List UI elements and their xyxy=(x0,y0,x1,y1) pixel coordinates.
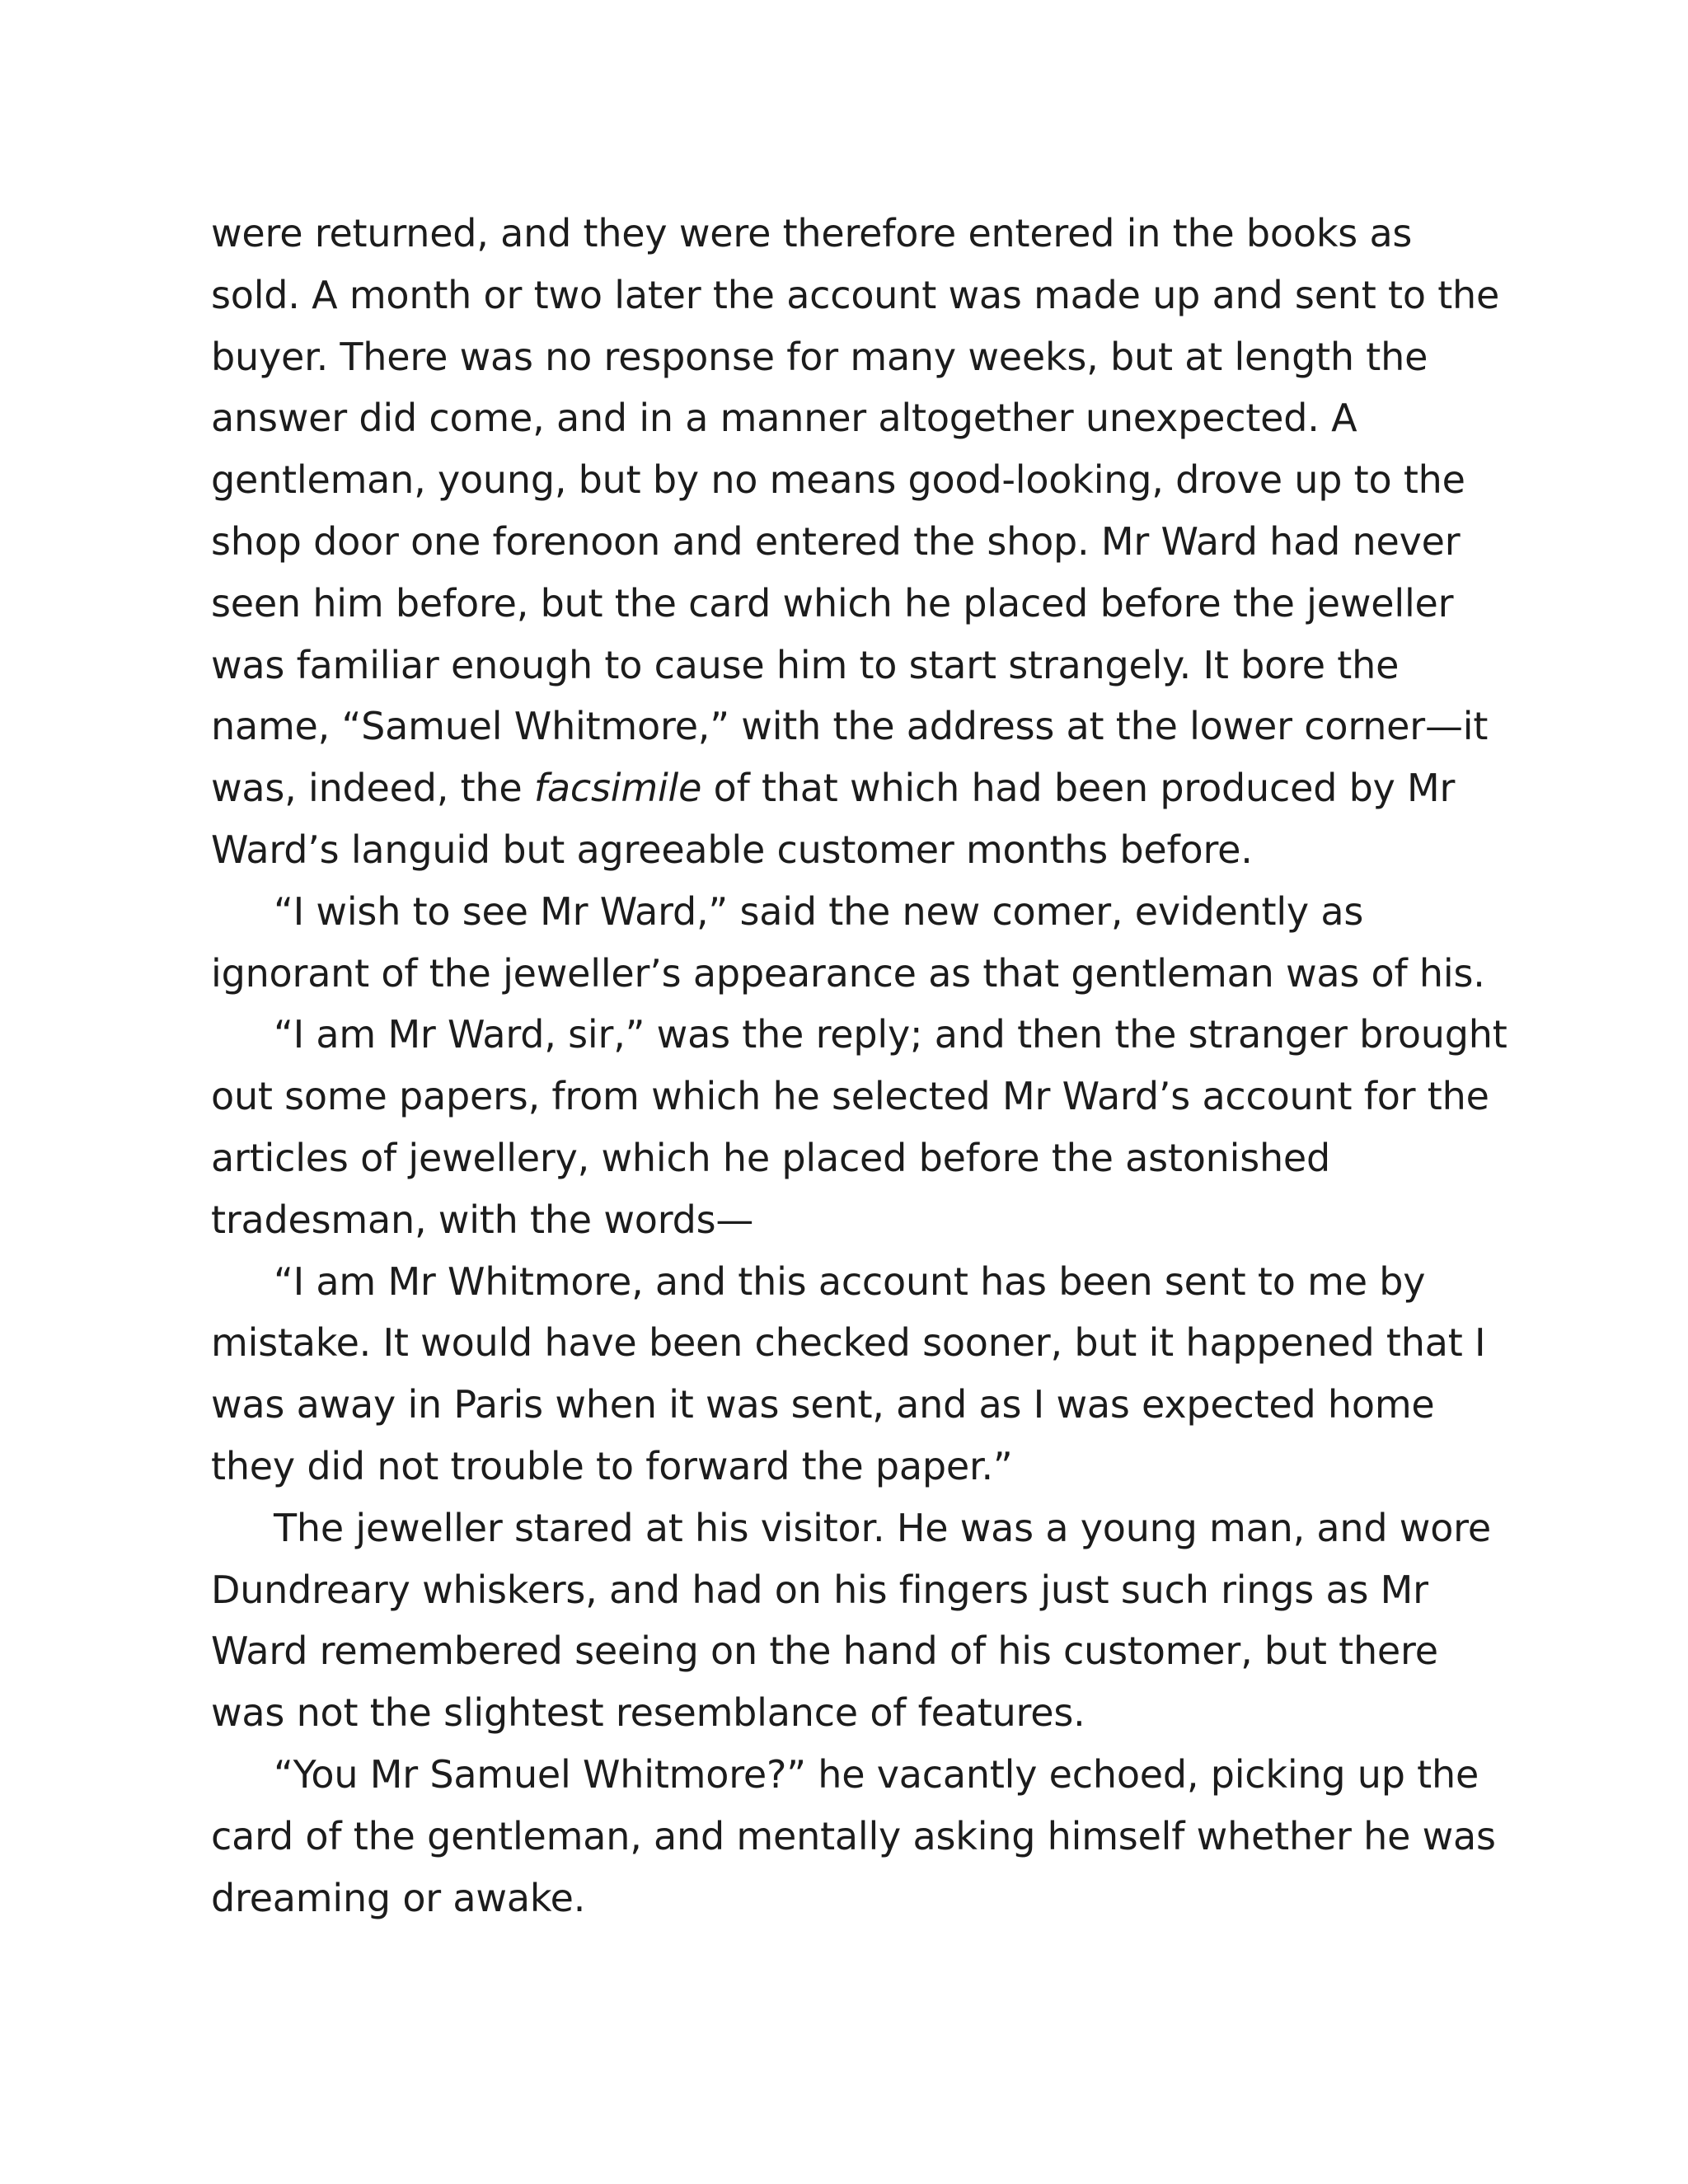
italic-word: facsimile xyxy=(533,766,702,811)
paragraph-start: “You Mr Samuel Whitmore?” he vacantly echoed, picking up the xyxy=(274,1751,1479,1797)
text-line: buyer. There was no response for many weeks, but at length the xyxy=(211,334,1428,379)
paragraph-start: The jeweller stared at his visitor. He was a young man, and wore xyxy=(274,1505,1491,1550)
text-line: name, “Samuel Whitmore,” with the address at the lower corner—it xyxy=(211,704,1489,749)
text-line xyxy=(211,757,1497,819)
text-line: was familiar enough to cause him to start strangely. It bore the xyxy=(211,642,1400,687)
text-line: were returned, and they were therefore entered in the books as xyxy=(211,211,1413,255)
text-line: mistake. It would have been checked sooner, but it happened that I xyxy=(211,1320,1486,1366)
text-line: Dundreary whiskers, and had on his fingers just such rings as Mr xyxy=(211,1567,1428,1612)
text-line: articles of jewellery, which he placed before the astonished xyxy=(211,1135,1331,1180)
text-line: out some papers, from which he selected Mr Ward’s account for the xyxy=(211,1074,1489,1119)
text-line: seen him before, but the card which he placed before the jeweller xyxy=(211,580,1454,626)
text-line: was not the slightest resemblance of features. xyxy=(211,1690,1085,1736)
text-line: sold. A month or two later the account was made up and sent to the xyxy=(211,272,1500,317)
text-line: dreaming or awake. xyxy=(211,1875,586,1920)
text-line: shop door one forenoon and entered the shop. Mr Ward had never xyxy=(211,518,1461,564)
text-line: card of the gentleman, and mentally asking himself whether he was xyxy=(211,1813,1496,1858)
text-line: they did not trouble to forward the paper.” xyxy=(211,1443,1013,1488)
text-line: gentleman, young, but by no means good-looking, drove up to the xyxy=(211,457,1465,503)
text-line: was away in Paris when it was sent, and as I was expected home xyxy=(211,1382,1435,1427)
body-text xyxy=(211,203,1507,1929)
text-line: ignorant of the jeweller’s appearance as that gentleman was of his. xyxy=(211,950,1485,996)
text-segment: of that which had been produced by Mr xyxy=(701,766,1456,811)
text-line: Ward remembered seeing on the hand of his customer, but there xyxy=(211,1629,1438,1674)
paragraph-start: “I am Mr Whitmore, and this account has been sent to me by xyxy=(274,1258,1426,1304)
paragraph-start: “I wish to see Mr Ward,” said the new comer, evidently as xyxy=(274,888,1364,934)
text-line: tradesman, with the words— xyxy=(211,1197,754,1242)
text-line: Ward’s languid but agreeable customer months before. xyxy=(211,827,1253,872)
paragraph-start: “I am Mr Ward, sir,” was the reply; and then the stranger brought xyxy=(274,1012,1507,1057)
text-line: answer did come, and in a manner altogether unexpected. A xyxy=(211,396,1357,441)
text-segment: was, indeed, the xyxy=(211,766,534,811)
